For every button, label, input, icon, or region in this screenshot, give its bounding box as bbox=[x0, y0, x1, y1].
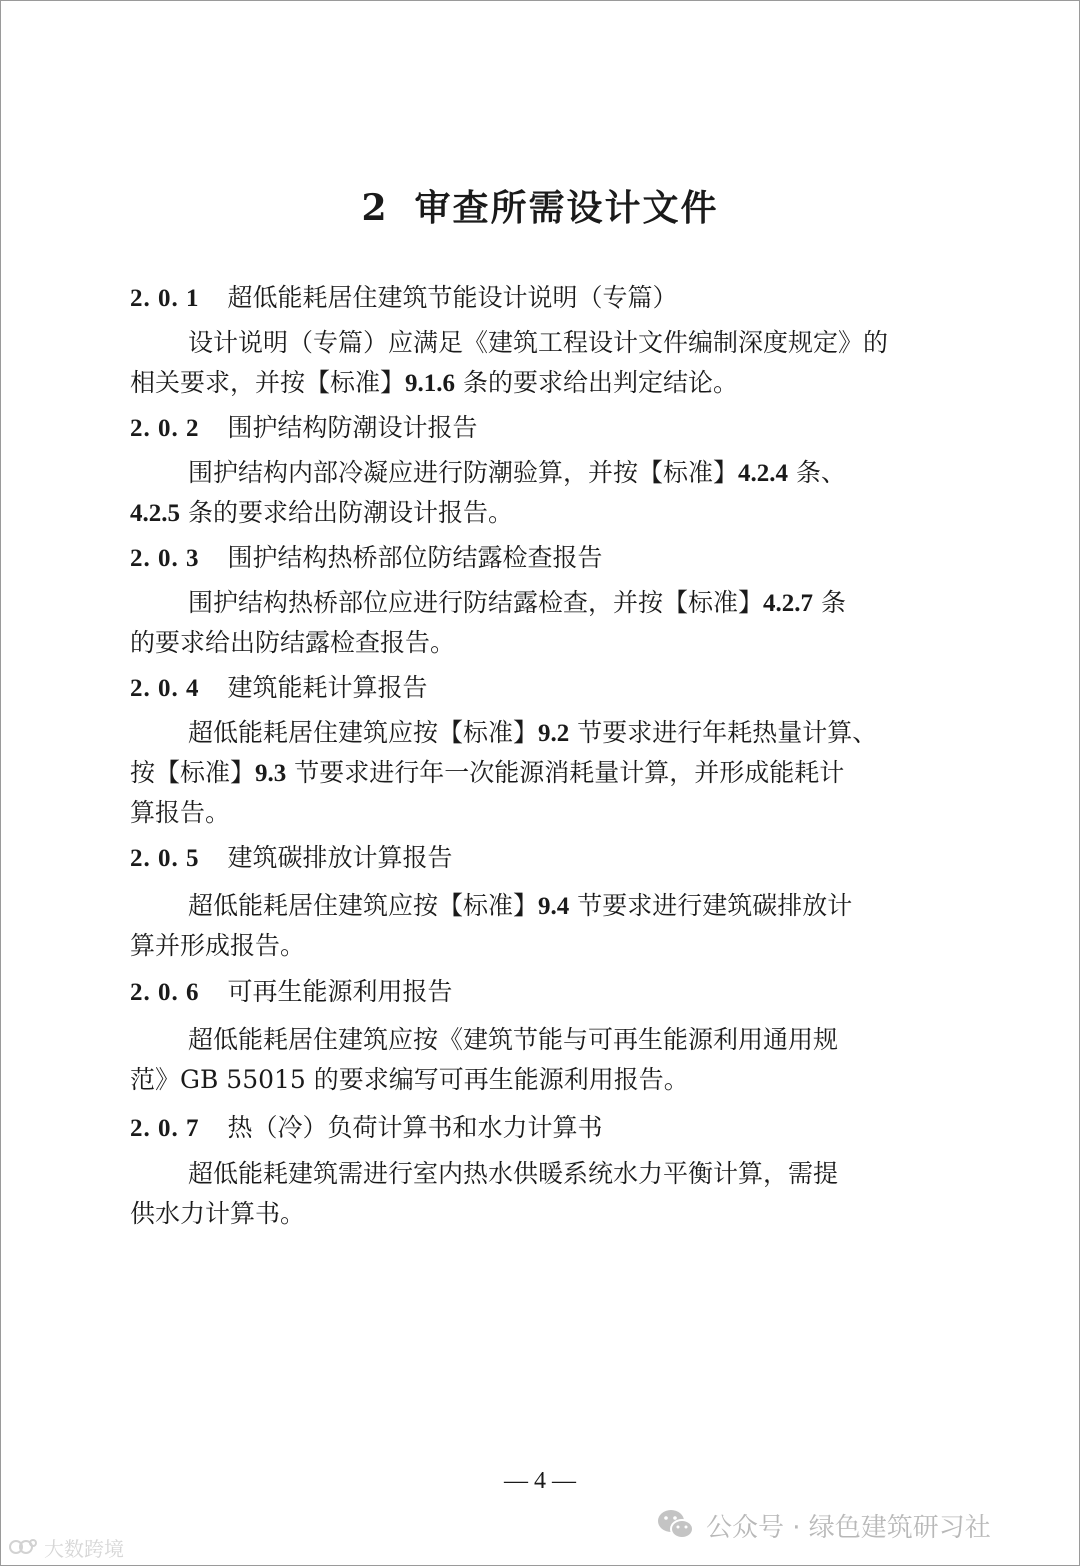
dashu-logo-icon bbox=[8, 1535, 38, 1559]
clause-heading bbox=[130, 1112, 603, 1145]
clause-text: 条的要求给出防潮设计报告。 bbox=[180, 498, 513, 527]
clause-number: 2. 0. 5 bbox=[130, 845, 200, 872]
clause-body-line bbox=[130, 757, 844, 790]
page-number: — 4 — bbox=[504, 1468, 576, 1494]
clause-body-line bbox=[130, 1064, 689, 1096]
clause-body-line bbox=[130, 797, 230, 829]
clause-title: 围护结构防潮设计报告 bbox=[227, 413, 478, 442]
clause-reference: 4.2.4 bbox=[738, 460, 789, 487]
clause-number: 2. 0. 6 bbox=[130, 979, 200, 1006]
clause-body-line bbox=[188, 327, 888, 359]
clause-text: 超低能耗居住建筑应按《建筑节能与可再生能源利用通用规 bbox=[188, 1025, 839, 1054]
clause-body-line bbox=[130, 497, 513, 530]
clause-reference: 9.4 bbox=[538, 893, 570, 920]
clause-text: 条的要求给出判定结论。 bbox=[455, 368, 738, 397]
clause-heading bbox=[130, 842, 453, 875]
clause-number: 2. 0. 1 bbox=[130, 285, 200, 312]
clause-body-line bbox=[188, 1024, 838, 1056]
clause-reference: 4.2.5 bbox=[130, 500, 180, 527]
clause-text: 节要求进行建筑碳排放计 bbox=[569, 891, 853, 920]
watermark-text: 公众号 · 绿色建筑研习社 bbox=[706, 1512, 991, 1543]
clause-text: 供水力计算书。 bbox=[130, 1199, 306, 1228]
clause-heading bbox=[130, 976, 453, 1009]
page-title bbox=[0, 180, 1080, 231]
clause-text: 条 bbox=[813, 588, 846, 617]
clause-number: 2. 0. 2 bbox=[130, 415, 200, 442]
watermark-left-text: 大数跨境 bbox=[44, 1536, 124, 1561]
clause-title: 超低能耗居住建筑节能设计说明（专篇） bbox=[227, 283, 678, 312]
clause-body-line bbox=[188, 587, 846, 620]
clause-text: 的要求给出防结露检查报告。 bbox=[130, 628, 456, 657]
clause-text: 相关要求，并按【标准】 bbox=[130, 368, 406, 397]
clause-reference: 9.3 bbox=[255, 760, 287, 787]
clause-text: 算报告。 bbox=[130, 798, 231, 827]
clause-body-line bbox=[130, 930, 305, 962]
clause-text: 条、 bbox=[788, 458, 846, 487]
clause-number: 2. 0. 7 bbox=[130, 1115, 200, 1142]
clause-body-line bbox=[130, 1198, 305, 1230]
clause-reference: 9.2 bbox=[538, 720, 570, 747]
clause-body-line bbox=[130, 627, 455, 659]
clause-body-line bbox=[188, 457, 846, 490]
clause-title: 热（冷）负荷计算书和水力计算书 bbox=[227, 1113, 603, 1142]
clause-reference: 4.2.7 bbox=[763, 590, 814, 617]
clause-title: 建筑碳排放计算报告 bbox=[227, 843, 453, 872]
clause-text: 围护结构热桥部位应进行防结露检查，并按【标准】 bbox=[188, 588, 764, 617]
wechat-icon bbox=[656, 1508, 696, 1542]
clause-heading bbox=[130, 672, 428, 705]
chapter-number: 2 bbox=[361, 187, 389, 229]
watermark-dashu bbox=[8, 1532, 124, 1562]
clause-body-line bbox=[130, 367, 738, 400]
clause-text: 节要求进行年耗热量计算、 bbox=[569, 718, 878, 747]
watermark-wechat bbox=[656, 1505, 991, 1545]
clause-heading bbox=[130, 412, 478, 445]
chapter-title: 审查所需设计文件 bbox=[414, 187, 719, 229]
clause-heading bbox=[130, 282, 678, 315]
clause-text: 按【标准】 bbox=[130, 758, 256, 787]
clause-heading bbox=[130, 542, 603, 575]
clause-body-line bbox=[188, 890, 852, 923]
clause-number: 2. 0. 3 bbox=[130, 545, 200, 572]
clause-text: 节要求进行年一次能源消耗量计算，并形成能耗计 bbox=[286, 758, 845, 787]
clause-text: 范》GB 55015 的要求编写可再生能源利用报告。 bbox=[130, 1065, 689, 1094]
clause-number: 2. 0. 4 bbox=[130, 675, 200, 702]
clause-text: 超低能耗建筑需进行室内热水供暖系统水力平衡计算，需提 bbox=[188, 1159, 839, 1188]
clause-text: 围护结构内部冷凝应进行防潮验算，并按【标准】 bbox=[188, 458, 739, 487]
clause-text: 设计说明（专篇）应满足《建筑工程设计文件编制深度规定》的 bbox=[188, 328, 889, 357]
clause-text: 超低能耗居住建筑应按【标准】 bbox=[188, 718, 539, 747]
clause-body-line bbox=[188, 1158, 838, 1190]
clause-title: 围护结构热桥部位防结露检查报告 bbox=[227, 543, 603, 572]
clause-title: 建筑能耗计算报告 bbox=[227, 673, 428, 702]
clause-text: 超低能耗居住建筑应按【标准】 bbox=[188, 891, 539, 920]
clause-body-line bbox=[188, 717, 877, 750]
clause-text: 算并形成报告。 bbox=[130, 931, 306, 960]
clause-title: 可再生能源利用报告 bbox=[227, 977, 453, 1006]
clause-reference: 9.1.6 bbox=[405, 370, 456, 397]
